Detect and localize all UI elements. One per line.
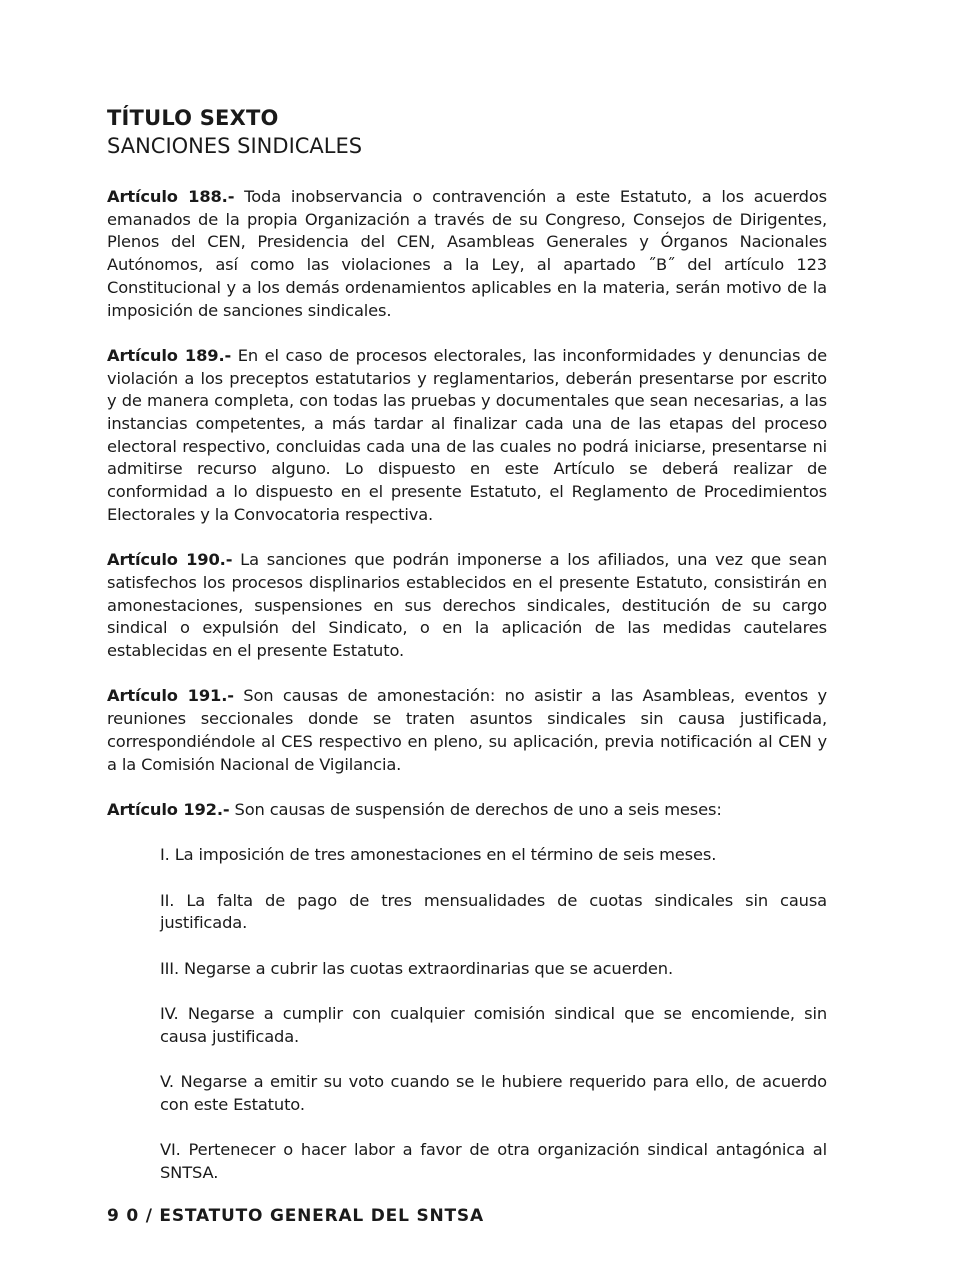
- list-item: VI. Pertenecer o hacer labor a favor de otra organización sindical antagónica al SNTSA.: [160, 1140, 827, 1183]
- article-188: [107, 186, 827, 322]
- article-text: Son causas de amonestación: no asistir a las Asambleas, eventos y reuniones seccionales donde se traten asuntos sindicales sin causa justificada, correspondiéndole al CES respectivo en pleno, su aplicación, previa notificación al CEN y a la Comisión Nacional de Vigilancia.: [107, 686, 827, 774]
- article-189: [107, 345, 827, 527]
- list-item: V. Negarse a emitir su voto cuando se le hubiere requerido para ello, de acuerdo con este Estatuto.: [160, 1072, 827, 1114]
- list-item: IV. Negarse a cumplir con cualquier comisión sindical que se encomiende, sin causa justificada.: [160, 1004, 827, 1046]
- article-label: Artículo 188.-: [107, 187, 235, 206]
- list-item: I. La imposición de tres amonestaciones en el término de seis meses.: [160, 845, 717, 865]
- article-191: [107, 685, 827, 776]
- page-content: [107, 104, 827, 1207]
- article-190: [107, 549, 827, 663]
- article-label: Artículo 189.-: [107, 345, 232, 365]
- section-title: TÍTULO SEXTO: [107, 106, 279, 130]
- article-text: La sanciones que podrán imponerse a los afiliados, una vez que sean satisfechos los procesos displinarios establecidos en el presente Estatuto, consistirán en amonestaciones, suspensiones en sus derechos sindicales, destitución de su cargo sindical o expulsión del Sindicato, o en la aplicación de las medidas cautelares establecidas en el presente Estatuto.: [107, 550, 827, 661]
- article-label: Artículo 192.-: [107, 799, 230, 819]
- section-subtitle: SANCIONES SINDICALES: [107, 134, 363, 158]
- article-text: En el caso de procesos electorales, las inconformidades y denuncias de violación a los preceptos estatutarios y reglamentarios, deberán presentarse por escrito y de manera completa, con todas las pruebas y documentales que sean necesarias, a las instancias competentes, a más tardar al finalizar cada una de las etapas del proceso electoral respectivo, concluidas cada una de las cuales no podrá iniciarse, presentarse ni admitirse recurso alguno. Lo dispuesto en este Artículo se deberá realizar de conformidad a lo dispuesto en el presente Estatuto, el Reglamento de Procedimientos Electorales y la Convocatoria respectiva.: [107, 345, 827, 524]
- article-label: Artículo 191.-: [107, 686, 234, 706]
- list-item: II. La falta de pago de tres mensualidades de cuotas sindicales sin causa justificada.: [160, 890, 827, 933]
- page-footer: 9 0 / ESTATUTO GENERAL DEL SNTSA: [107, 1206, 484, 1226]
- article-text: Toda inobservancia o contravención a este Estatuto, a los acuerdos emanados de la propia Organización a través de su Congreso, Consejos de Dirigentes, Plenos del CEN, Presidencia del CEN, Asambleas Generales y Órganos Nacionales Autónomos, así como las violaciones a la Ley, al apartado ˝B˝ del artículo 123 Constitucional y a los demás ordenamientos aplicables en la materia, serán motivo de la imposición de sanciones sindicales.: [107, 187, 828, 320]
- article-192: [107, 799, 827, 822]
- article-text: Son causas de suspensión de derechos de uno a seis meses:: [229, 799, 722, 819]
- suspension-causes-list: [160, 844, 827, 1184]
- list-item: III. Negarse a cubrir las cuotas extraordinarias que se acuerden.: [160, 958, 673, 978]
- article-label: Artículo 190.-: [107, 550, 233, 570]
